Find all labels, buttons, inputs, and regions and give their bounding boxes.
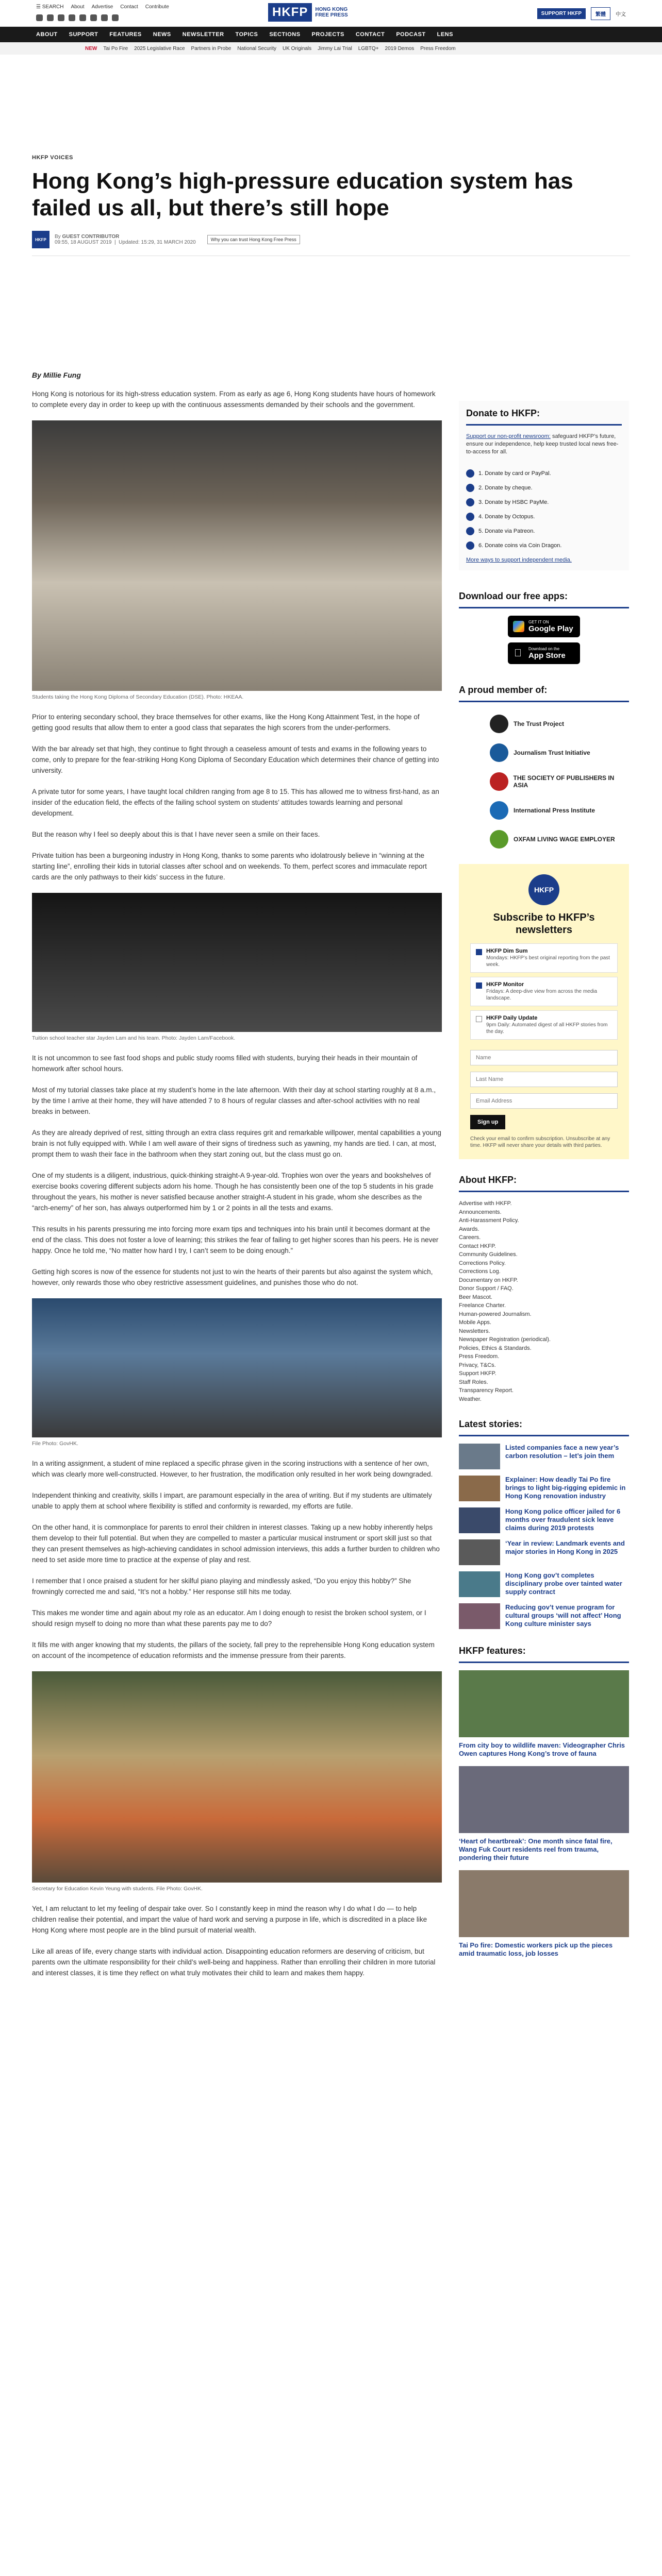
logo-text: HONG KONG FREE PRESS <box>315 7 348 18</box>
trending-label: NEW <box>85 45 97 52</box>
about-link[interactable]: Newsletters. <box>459 1328 490 1334</box>
top-link-contribute[interactable]: Contribute <box>145 4 169 10</box>
checkbox[interactable] <box>476 982 482 989</box>
about-link[interactable]: Awards. <box>459 1226 479 1232</box>
trending-item[interactable]: National Security <box>237 45 276 52</box>
about-link[interactable]: Corrections Log. <box>459 1268 501 1275</box>
published-date: 09:55, 18 AUGUST 2019 <box>55 240 112 245</box>
feature-story[interactable]: ‘Heart of heartbreak’: One month since fatal fire, Wang Fuk Court residents reel from trauma, pondering their future <box>459 1766 629 1862</box>
octopus-icon <box>466 513 474 521</box>
name-field[interactable] <box>470 1050 618 1065</box>
photo-caption: Tuition school teacher star Jayden Lam and his team. Photo: Jayden Lam/Facebook. <box>32 1035 236 1041</box>
trending-item[interactable]: Tai Po Fire <box>103 45 128 52</box>
paragraph: On the other hand, it is commonplace for parents to enrol their children in interest classes. Taking up a new hobby inherently helps them develop to their full potential. But when they are compelled to master a particular musical instrument or sport skill just so that they can present themselves as high-achieving candidates in school admission interviews, this adds a further burden to children who need to set aside more time to practice at the expense of play and rest. <box>32 1523 440 1564</box>
member-logo[interactable]: OXFAM LIVING WAGE EMPLOYER <box>459 825 629 854</box>
apple-icon <box>514 648 522 659</box>
trending-item[interactable]: Press Freedom <box>420 45 456 52</box>
paragraph: As they are already deprived of rest, sitting through an extra class requires grit and remarkable willpower, mental capabilities a young brain is not fully equipped with. While I am well aware of their signs of tiredness such as yawning, my hands are tied. I can, at most, prompt them to wash their face in the bathroom when they start zoning out, but the class must go on. <box>32 1129 441 1158</box>
top-link-advertise[interactable]: Advertise <box>91 4 113 10</box>
social-icons <box>36 14 119 21</box>
nav-sections[interactable]: SECTIONS <box>269 31 301 38</box>
email-field[interactable] <box>470 1093 618 1109</box>
member-logo[interactable]: THE SOCIETY OF PUBLISHERS IN ASIA <box>459 767 629 796</box>
article-header <box>32 155 630 256</box>
paragraph: Getting high scores is now of the essence for students not just to win the hearts of their parents but also against the system which, however, only rewards those who obey restrictive assessment guidelines, and punishes those who do not. <box>32 1268 433 1286</box>
hkfp-logo: HKFP <box>528 874 559 905</box>
story-thumbnail <box>459 1444 500 1469</box>
search-button[interactable]: ☰ SEARCH <box>36 4 64 10</box>
feature-story[interactable]: Tai Po fire: Domestic workers pick up the pieces amid traumatic loss, job losses <box>459 1870 629 1958</box>
photo-caption: Students taking the Hong Kong Diploma of Secondary Education (DSE). Photo: HKEAA. <box>32 694 244 700</box>
main-nav <box>0 27 662 42</box>
coin-icon <box>466 541 474 550</box>
instagram-icon[interactable] <box>58 14 64 21</box>
donate-title: Donate to HKFP: <box>466 408 622 426</box>
about-link[interactable]: Press Freedom. <box>459 1353 500 1360</box>
latest-story[interactable]: Hong Kong gov’t completes disciplinary probe over tainted water supply contract <box>459 1571 629 1597</box>
tutor-team-photo <box>32 893 442 1032</box>
story-thumbnail <box>459 1507 500 1533</box>
about-link[interactable]: Freelance Charter. <box>459 1302 506 1309</box>
about-link[interactable]: Community Guidelines. <box>459 1251 518 1258</box>
newsletter-box <box>459 864 629 1159</box>
photo-caption: Secretary for Education Kevin Yeung with students. File Photo: GovHK. <box>32 1886 203 1892</box>
youtube-icon[interactable] <box>79 14 86 21</box>
story-thumbnail <box>459 1571 500 1597</box>
google-play-icon <box>513 621 524 632</box>
newsletter-title: Subscribe to HKFP’s newsletters <box>493 912 595 936</box>
top-link-about[interactable]: About <box>71 4 85 10</box>
paragraph: Most of my tutorial classes take place at my student’s home in the late afternoon. With their day at school starting roughly at 8 a.m., by the time I arrive at their home, they will have attended 7 to 8 hours of regular classes and after-school activities with no real breaks in between. <box>32 1086 436 1115</box>
nav-features[interactable]: FEATURES <box>109 31 142 38</box>
latest-title: Latest stories: <box>459 1419 629 1436</box>
trending-item[interactable]: 2019 Demos <box>385 45 415 52</box>
paragraph: Prior to entering secondary school, they brace themselves for other exams, like the Hong Kong Attainment Test, in the hope of getting good results that allow them to enter a good class that separates the high scorers from the under-performers. <box>32 713 420 732</box>
about-link[interactable]: Careers. <box>459 1234 481 1241</box>
donate-options <box>466 466 622 553</box>
top-bar <box>0 0 662 27</box>
member-logo[interactable]: The Trust Project <box>459 709 629 738</box>
member-logo[interactable]: International Press Institute <box>459 796 629 825</box>
payme-icon <box>466 498 474 506</box>
about-link[interactable]: Newspaper Registration (periodical). <box>459 1336 551 1343</box>
checkbox[interactable] <box>476 949 482 955</box>
classroom-photo <box>32 1298 442 1437</box>
about-link[interactable]: Transparency Report. <box>459 1387 514 1394</box>
story-thumbnail <box>459 1539 500 1565</box>
donate-option[interactable]: 1. Donate by card or PayPal. <box>466 466 622 481</box>
last-name-field[interactable] <box>470 1072 618 1087</box>
latest-story[interactable]: Explainer: How deadly Tai Po fire brings to light big-rigging epidemic in Hong Kong renovation industry <box>459 1476 629 1501</box>
about-link[interactable]: Weather. <box>459 1396 482 1402</box>
nav-support[interactable]: SUPPORT <box>69 31 98 38</box>
story-thumbnail <box>459 1476 500 1501</box>
donate-option[interactable]: 3. Donate by HSBC PayMe. <box>466 495 622 510</box>
author-name[interactable]: GUEST CONTRIBUTOR <box>62 234 120 240</box>
latest-story[interactable]: Hong Kong police officer jailed for 6 months over fraudulent sick leave claims during 2019 protests <box>459 1507 629 1533</box>
jti-icon <box>490 743 508 762</box>
trust-link[interactable]: Why you can trust Hong Kong Free Press <box>207 235 300 244</box>
about-link[interactable]: Contact HKFP. <box>459 1243 496 1249</box>
paragraph: With the bar already set that high, they continue to fight through a ceaseless amount of tests and exams in the following years to come, only to prepare for the fear-striking Hong Kong Diploma of Secondary Education which determines their chance of getting into university. <box>32 745 439 774</box>
support-button[interactable]: SUPPORT HKFP <box>537 8 586 19</box>
chinese-link[interactable]: 中文 <box>616 12 626 18</box>
nav-topics[interactable]: TOPICS <box>235 31 258 38</box>
donate-option[interactable]: 2. Donate by cheque. <box>466 481 622 495</box>
cheque-icon <box>466 484 474 492</box>
donate-option[interactable]: 5. Donate via Patreon. <box>466 524 622 538</box>
article-meta: HKFP By GUEST CONTRIBUTOR 09:55, 18 AUGUST 2019 | Updated: 15:29, 31 MARCH 2020 Why you can trust Hong Kong Free Press <box>32 231 630 248</box>
about-link[interactable]: Mobile Apps. <box>459 1319 491 1326</box>
trending-item[interactable]: LGBTQ+ <box>358 45 379 52</box>
article-kicker[interactable]: HKFP VOICES <box>32 155 73 161</box>
article-title: Hong Kong’s high-pressure education system has failed us all, but there’s still hope <box>32 168 573 221</box>
paragraph: A private tutor for some years, I have taught local children ranging from age 8 to 15. This has allowed me to witness first-hand, as an insider of the education field, the effects of the failing school system on students’ attitudes towards learning and personal development. <box>32 788 439 817</box>
newsletter-option[interactable]: HKFP Daily Update 9pm Daily: Automated digest of all HKFP stories from the day. <box>470 1010 618 1040</box>
story-thumbnail <box>459 1603 500 1629</box>
paragraph: Yet, I am reluctant to let my feeling of despair take over. So I constantly keep in mind the reason why I do what I do — to help children realise their potential, and impart the value of hard work and serving a purpose in life, which is discredited in a place like Hong Kong where most people are in the blind pursuit of material wealth. <box>32 1905 427 1934</box>
logo-mark: HKFP <box>268 3 312 22</box>
donate-box <box>459 401 629 570</box>
nav-contact[interactable]: CONTACT <box>355 31 385 38</box>
trending-bar <box>0 42 662 55</box>
paragraph: One of my students is a diligent, industrious, quick-thinking straight-A 9-year-old. Trophies won over the years and bookshelves of exercise books covering different subjects adorn his home. Though he has consistently been one of the top 5 students in his grade throughout the years, his mother is never satisfied because another straight-A student in his grade, whom she describes as the “arch-enemy” of her son, has always outperformed him by 1 or 2 points in all the tests and exams. <box>32 1172 434 1212</box>
header-actions <box>537 7 626 20</box>
member-logo[interactable]: Journalism Trust Initiative <box>459 738 629 767</box>
paragraph: But the reason why I feel so deeply about this is that I have never seen a smile on their faces. <box>32 831 320 838</box>
paragraph: It is not uncommon to see fast food shops and public study rooms filled with students, burying their heads in their mountain of homework after school hours. <box>32 1054 418 1073</box>
trending-item[interactable]: Partners in Probe <box>191 45 231 52</box>
about-link[interactable]: Staff Roles. <box>459 1379 488 1385</box>
donate-link[interactable]: Support our non-profit newsroom: <box>466 433 551 439</box>
nav-newsletter[interactable]: NEWSLETTER <box>182 31 224 38</box>
patreon-icon <box>466 527 474 535</box>
signup-button[interactable]: Sign up <box>470 1115 505 1129</box>
feature-image <box>459 1670 629 1737</box>
about-link[interactable]: Advertise with HKFP. <box>459 1200 512 1207</box>
updated-date: Updated: 15:29, 31 MARCH 2020 <box>119 240 196 245</box>
paragraph: In a writing assignment, a student of mine replaced a specific phrase given in the scoring instructions with a sentence of her own, which was clearly more well-constructed. However, to her frustration, the modification only resulted in her work being downgraded. <box>32 1460 433 1478</box>
apps-title: Download our free apps: <box>459 591 629 608</box>
trending-item[interactable]: UK Originals <box>282 45 312 52</box>
top-links-row <box>0 2 205 11</box>
language-button[interactable]: 繁體 <box>591 7 610 20</box>
latest-story[interactable]: ‘Year in review: Landmark events and major stories in Hong Kong in 2025 <box>459 1539 629 1565</box>
paragraph: Independent thinking and creativity, skills I impart, are paramount especially in the area of writing. But if my students are ultimately unable to apply them at school where flexibility is stifled and conformity is rewarded, my efforts are futile. <box>32 1492 432 1510</box>
rss-icon[interactable] <box>112 14 119 21</box>
about-list <box>459 1199 629 1403</box>
nav-projects[interactable]: PROJECTS <box>311 31 344 38</box>
about-title: About HKFP: <box>459 1175 629 1192</box>
trending-item[interactable]: 2025 Legislative Race <box>134 45 185 52</box>
ipi-icon <box>490 801 508 820</box>
paragraph: Like all areas of life, every change starts with individual action. Disappointing education reformers are deserving of criticism, but parents own the ultimate responsibility for their child’s well-being and happiness. Rather than enrolling their children in more tutorial and interest classes, it is time they reflect on what truly motivates their child to learn and makes them happy. <box>32 1947 436 1977</box>
top-link-contact[interactable]: Contact <box>120 4 138 10</box>
paragraph: It fills me with anger knowing that my students, the pillars of the society, fall prey to the reprehensible Hong Kong education system on account of the incompetence of education reformists and the immense pressure from their parents. <box>32 1641 435 1659</box>
about-link[interactable]: Human-powered Journalism. <box>459 1311 532 1317</box>
about-link[interactable]: Support HKFP. <box>459 1370 496 1377</box>
about-link[interactable]: Anti-Harassment Policy. <box>459 1217 519 1224</box>
newsletter-option[interactable]: HKFP Dim Sum Mondays: HKFP’s best original reporting from the past week. <box>470 943 618 973</box>
donate-text: Support our non-profit newsroom: safeguard HKFP’s future, ensure our independence, help keep trusted local news free-to-access for all. <box>466 433 619 455</box>
about-link[interactable]: Corrections Policy. <box>459 1260 506 1266</box>
article-body <box>32 371 442 1989</box>
newsletter-note: Check your email to confirm subscription. Unsubscribe at any time. HKFP will never share your details with third parties. <box>470 1136 610 1148</box>
oxfam-icon <box>490 830 508 849</box>
paragraph: This results in his parents pressuring me into forcing more exam tips and techniques into his brain until it becomes dormant at the end of the class. This does not foster a love of learning; this strikes the fear of failing to get higher scores than his peers. He is never happy. Once he told me, “No matter how hard I try, I can’t seem to be doing enough.” <box>32 1225 439 1255</box>
nav-news[interactable]: NEWS <box>153 31 171 38</box>
about-link[interactable]: Policies, Ethics & Standards. <box>459 1345 532 1351</box>
nav-about[interactable]: ABOUT <box>36 31 58 38</box>
exam-hall-photo <box>32 420 442 691</box>
feature-image <box>459 1766 629 1833</box>
education-secretary-photo <box>32 1671 442 1883</box>
email-icon[interactable] <box>101 14 108 21</box>
donate-option[interactable]: 4. Donate by Octopus. <box>466 510 622 524</box>
sidebar <box>459 401 629 1966</box>
features-title: HKFP features: <box>459 1646 629 1663</box>
paragraph: This makes me wonder time and again about my role as an educator. Am I doing enough to resist the broken school system, or I should resign myself to doing no more than what these parents pay me to do? <box>32 1609 426 1628</box>
byline: By Millie Fung <box>32 371 81 379</box>
paragraph: Private tuition has been a burgeoning industry in Hong Kong, thanks to some parents who idolatrously believe in “winning at the starting line”, enrolling their kids in tutorial classes after school and on weekends. To them, perfect scores and immaculate report cards are the only pathways to their kids’ success in the future. <box>32 852 427 881</box>
photo-caption: File Photo: GovHK. <box>32 1440 78 1447</box>
latest-story[interactable]: Listed companies face a new year’s carbon resolution – let’s join them <box>459 1444 629 1469</box>
checkbox[interactable] <box>476 1016 482 1022</box>
about-link[interactable]: Beer Mascot. <box>459 1294 492 1300</box>
paragraph: I remember that I once praised a student for her skilful piano playing and mindlessly asked, “Do you enjoy this hobby?” She frowningly corrected me and said, “It’s not a hobby.” Her response still hits me today. <box>32 1577 411 1596</box>
card-icon <box>466 469 474 478</box>
twitter-icon[interactable] <box>36 14 43 21</box>
google-play-button[interactable]: GET IT ON Google Play <box>508 616 580 637</box>
feature-image <box>459 1870 629 1937</box>
facebook-icon[interactable] <box>47 14 54 21</box>
nav-podcast[interactable]: PODCAST <box>396 31 426 38</box>
member-title: A proud member of: <box>459 685 629 702</box>
sopa-icon <box>490 772 508 791</box>
donate-option[interactable]: 6. Donate coins via Coin Dragon. <box>466 538 622 553</box>
trending-item[interactable]: Jimmy Lai Trial <box>318 45 352 52</box>
feature-story[interactable]: From city boy to wildlife maven: Videographer Chris Owen captures Hong Kong’s trove of fauna <box>459 1670 629 1758</box>
about-link[interactable]: Announcements. <box>459 1209 502 1215</box>
app-store-button[interactable]: Download on the App Store <box>508 642 580 664</box>
telegram-icon[interactable] <box>90 14 97 21</box>
author-avatar: HKFP <box>32 231 49 248</box>
latest-story[interactable]: Reducing gov’t venue program for cultural groups ‘will not affect’ Hong Kong culture minister says <box>459 1603 629 1629</box>
nav-lens[interactable]: LENS <box>437 31 453 38</box>
about-link[interactable]: Donor Support / FAQ. <box>459 1285 514 1292</box>
about-link[interactable]: Documentary on HKFP. <box>459 1277 518 1283</box>
paragraph: Hong Kong is notorious for its high-stress education system. From as early as age 6, Hong Kong students have hours of homework to complete every day in order to keep up with the continuous assessments demanded by their schools and the government. <box>32 390 436 409</box>
newsletter-option[interactable]: HKFP Monitor Fridays: A deep-dive view from across the media landscape. <box>470 977 618 1006</box>
threads-icon[interactable] <box>69 14 75 21</box>
trust-project-icon <box>490 715 508 733</box>
more-ways-link[interactable]: More ways to support independent media. <box>466 557 572 563</box>
site-logo[interactable] <box>268 3 348 22</box>
about-link[interactable]: Privacy, T&Cs. <box>459 1362 496 1368</box>
